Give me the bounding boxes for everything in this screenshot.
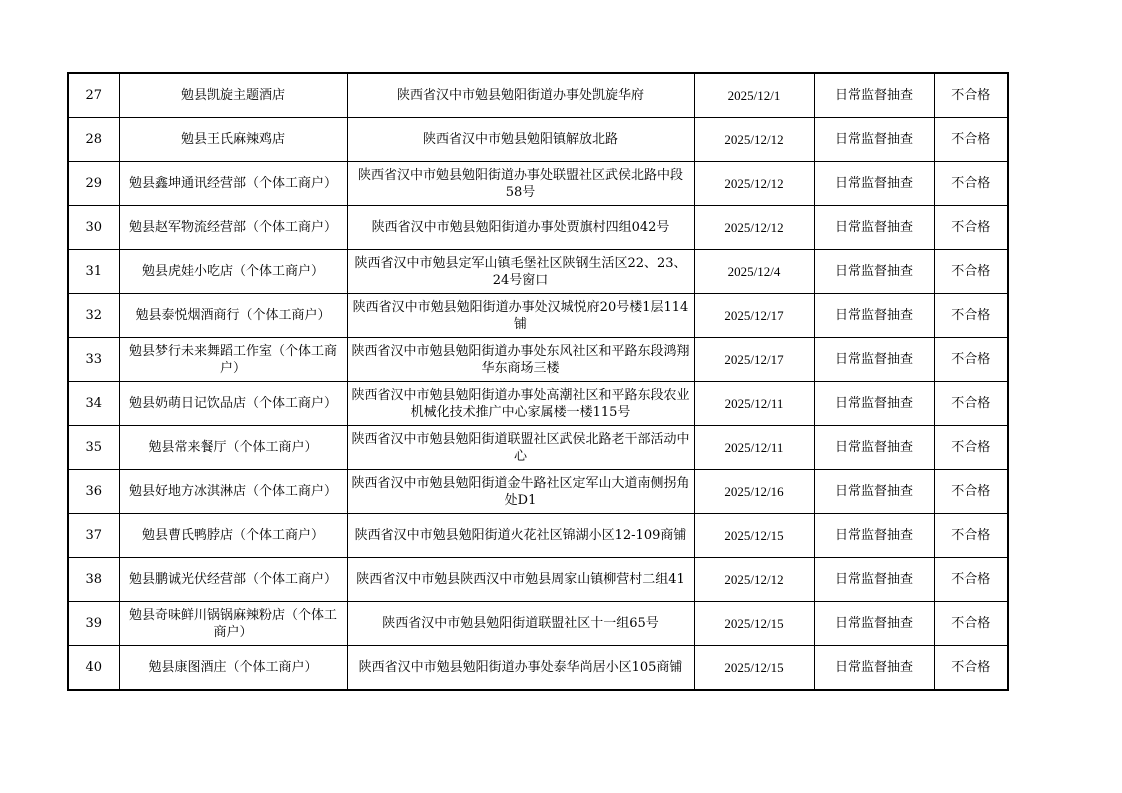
address-cell: 陕西省汉中市勉县勉阳街道办事处泰华尚居小区105商铺 xyxy=(347,646,694,691)
table-row xyxy=(68,73,1008,118)
result-cell: 不合格 xyxy=(934,118,1008,162)
table-row xyxy=(68,382,1008,426)
address-cell: 陕西省汉中市勉县勉阳街道办事处汉城悦府20号楼1层114铺 xyxy=(347,294,694,338)
row-number-cell: 27 xyxy=(68,73,119,118)
address-cell: 陕西省汉中市勉县陕西汉中市勉县周家山镇柳营村二组41 xyxy=(347,558,694,602)
table-row xyxy=(68,338,1008,382)
inspection-type-cell: 日常监督抽查 xyxy=(814,382,934,426)
business-name-cell: 勉县康图酒庄（个体工商户） xyxy=(119,646,347,691)
result-cell: 不合格 xyxy=(934,206,1008,250)
business-name-cell: 勉县梦行未来舞蹈工作室（个体工商户） xyxy=(119,338,347,382)
row-number-cell: 29 xyxy=(68,162,119,206)
result-cell: 不合格 xyxy=(934,558,1008,602)
business-name-cell: 勉县赵军物流经营部（个体工商户） xyxy=(119,206,347,250)
table-row xyxy=(68,514,1008,558)
table-row xyxy=(68,558,1008,602)
result-cell: 不合格 xyxy=(934,382,1008,426)
row-number-cell: 40 xyxy=(68,646,119,691)
address-cell: 陕西省汉中市勉县勉阳镇解放北路 xyxy=(347,118,694,162)
inspection-date-cell: 2025/12/11 xyxy=(694,382,814,426)
table-row xyxy=(68,118,1008,162)
inspection-date-cell: 2025/12/4 xyxy=(694,250,814,294)
row-number-cell: 35 xyxy=(68,426,119,470)
result-cell: 不合格 xyxy=(934,338,1008,382)
result-cell: 不合格 xyxy=(934,602,1008,646)
address-cell: 陕西省汉中市勉县勉阳街道金牛路社区定军山大道南侧拐角处D1 xyxy=(347,470,694,514)
business-name-cell: 勉县奶萌日记饮品店（个体工商户） xyxy=(119,382,347,426)
table-row xyxy=(68,162,1008,206)
inspection-results-table xyxy=(67,72,1007,690)
result-cell: 不合格 xyxy=(934,73,1008,118)
inspection-type-cell: 日常监督抽查 xyxy=(814,118,934,162)
inspection-date-cell: 2025/12/12 xyxy=(694,558,814,602)
inspection-date-cell: 2025/12/15 xyxy=(694,646,814,691)
business-name-cell: 勉县鑫坤通讯经营部（个体工商户） xyxy=(119,162,347,206)
inspection-type-cell: 日常监督抽查 xyxy=(814,294,934,338)
inspection-date-cell: 2025/12/12 xyxy=(694,162,814,206)
business-name-cell: 勉县常来餐厅（个体工商户） xyxy=(119,426,347,470)
business-name-cell: 勉县奇味鲜川锅锅麻辣粉店（个体工商户） xyxy=(119,602,347,646)
inspection-date-cell: 2025/12/17 xyxy=(694,338,814,382)
inspection-type-cell: 日常监督抽查 xyxy=(814,426,934,470)
result-cell: 不合格 xyxy=(934,514,1008,558)
table-row xyxy=(68,646,1008,691)
address-cell: 陕西省汉中市勉县定军山镇毛堡社区陕钢生活区22、23、24号窗口 xyxy=(347,250,694,294)
row-number-cell: 37 xyxy=(68,514,119,558)
row-number-cell: 36 xyxy=(68,470,119,514)
table-body xyxy=(68,73,1008,690)
row-number-cell: 30 xyxy=(68,206,119,250)
row-number-cell: 38 xyxy=(68,558,119,602)
business-name-cell: 勉县凯旋主题酒店 xyxy=(119,73,347,118)
address-cell: 陕西省汉中市勉县勉阳街道办事处联盟社区武侯北路中段58号 xyxy=(347,162,694,206)
table-row xyxy=(68,294,1008,338)
address-cell: 陕西省汉中市勉县勉阳街道办事处凯旋华府 xyxy=(347,73,694,118)
inspection-type-cell: 日常监督抽查 xyxy=(814,602,934,646)
business-name-cell: 勉县鹏诚光伏经营部（个体工商户） xyxy=(119,558,347,602)
table-row xyxy=(68,602,1008,646)
inspection-type-cell: 日常监督抽查 xyxy=(814,250,934,294)
address-cell: 陕西省汉中市勉县勉阳街道火花社区锦湖小区12-109商铺 xyxy=(347,514,694,558)
row-number-cell: 28 xyxy=(68,118,119,162)
row-number-cell: 39 xyxy=(68,602,119,646)
inspection-date-cell: 2025/12/15 xyxy=(694,602,814,646)
inspection-type-cell: 日常监督抽查 xyxy=(814,558,934,602)
result-cell: 不合格 xyxy=(934,646,1008,691)
business-name-cell: 勉县泰悦烟酒商行（个体工商户） xyxy=(119,294,347,338)
address-cell: 陕西省汉中市勉县勉阳街道联盟社区武侯北路老干部活动中心 xyxy=(347,426,694,470)
address-cell: 陕西省汉中市勉县勉阳街道办事处高潮社区和平路东段农业机械化技术推广中心家属楼一楼115号 xyxy=(347,382,694,426)
inspection-type-cell: 日常监督抽查 xyxy=(814,338,934,382)
business-name-cell: 勉县好地方冰淇淋店（个体工商户） xyxy=(119,470,347,514)
inspection-type-cell: 日常监督抽查 xyxy=(814,646,934,691)
address-cell: 陕西省汉中市勉县勉阳街道办事处东风社区和平路东段鸿翔华东商场三楼 xyxy=(347,338,694,382)
address-cell: 陕西省汉中市勉县勉阳街道办事处贾旗村四组042号 xyxy=(347,206,694,250)
result-cell: 不合格 xyxy=(934,426,1008,470)
results-table xyxy=(67,72,1009,691)
result-cell: 不合格 xyxy=(934,250,1008,294)
business-name-cell: 勉县王氏麻辣鸡店 xyxy=(119,118,347,162)
inspection-date-cell: 2025/12/16 xyxy=(694,470,814,514)
business-name-cell: 勉县虎娃小吃店（个体工商户） xyxy=(119,250,347,294)
result-cell: 不合格 xyxy=(934,162,1008,206)
row-number-cell: 33 xyxy=(68,338,119,382)
inspection-type-cell: 日常监督抽查 xyxy=(814,206,934,250)
table-row xyxy=(68,250,1008,294)
inspection-type-cell: 日常监督抽查 xyxy=(814,514,934,558)
inspection-date-cell: 2025/12/12 xyxy=(694,206,814,250)
table-row xyxy=(68,426,1008,470)
inspection-type-cell: 日常监督抽查 xyxy=(814,73,934,118)
row-number-cell: 34 xyxy=(68,382,119,426)
result-cell: 不合格 xyxy=(934,470,1008,514)
address-cell: 陕西省汉中市勉县勉阳街道联盟社区十一组65号 xyxy=(347,602,694,646)
table-row xyxy=(68,470,1008,514)
table-row xyxy=(68,206,1008,250)
inspection-type-cell: 日常监督抽查 xyxy=(814,470,934,514)
inspection-type-cell: 日常监督抽查 xyxy=(814,162,934,206)
inspection-date-cell: 2025/12/11 xyxy=(694,426,814,470)
row-number-cell: 32 xyxy=(68,294,119,338)
row-number-cell: 31 xyxy=(68,250,119,294)
inspection-date-cell: 2025/12/12 xyxy=(694,118,814,162)
inspection-date-cell: 2025/12/17 xyxy=(694,294,814,338)
business-name-cell: 勉县曹氏鸭脖店（个体工商户） xyxy=(119,514,347,558)
result-cell: 不合格 xyxy=(934,294,1008,338)
inspection-date-cell: 2025/12/15 xyxy=(694,514,814,558)
inspection-date-cell: 2025/12/1 xyxy=(694,73,814,118)
